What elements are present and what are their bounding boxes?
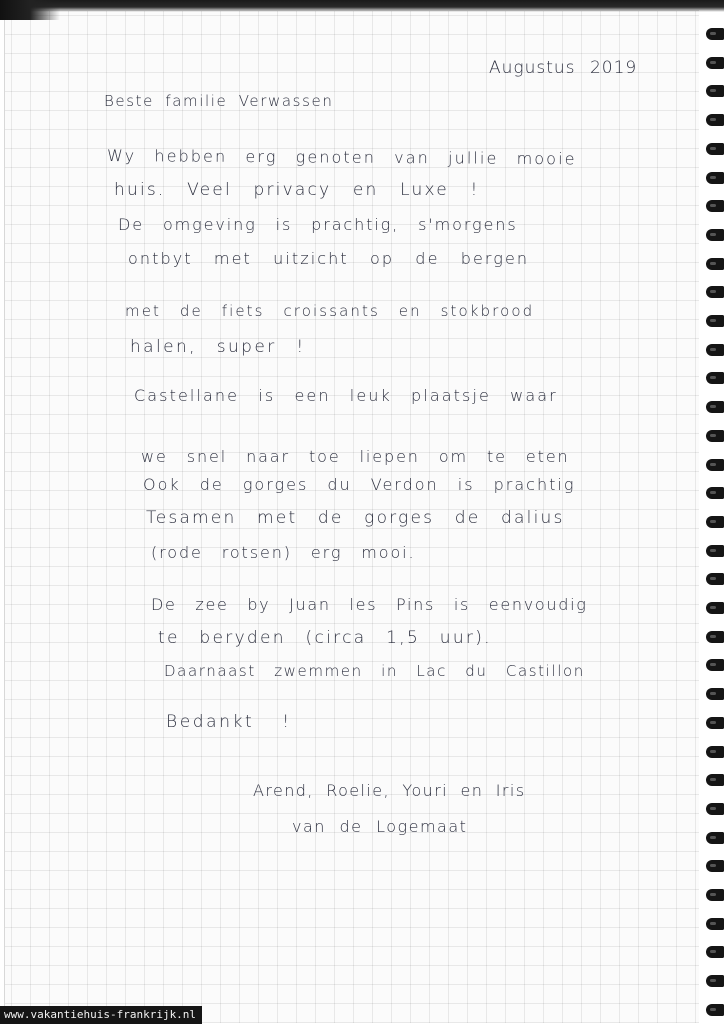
letter-salutation: Beste familie Verwassen: [104, 92, 334, 110]
spiral-coil: [706, 918, 724, 930]
letter-line: huis. Veel privacy en Luxe !: [114, 180, 480, 200]
letter-line: De omgeving is prachtig, s'morgens: [118, 215, 518, 234]
spiral-coil: [706, 659, 724, 671]
spiral-coil: [706, 315, 724, 327]
letter-line: Daarnaast zwemmen in Lac du Castillon: [164, 662, 585, 680]
scan-corner-shadow: [0, 0, 60, 20]
letter-signature-family: van de Logemaat: [292, 817, 468, 836]
spiral-coil: [706, 946, 724, 958]
letter-line: te beryden (circa 1,5 uur).: [158, 628, 492, 648]
letter-line: De zee by Juan les Pins is eenvoudig: [151, 595, 588, 614]
spiral-coil: [706, 85, 724, 97]
spiral-coil: [706, 774, 724, 786]
spiral-coil: [706, 286, 724, 298]
letter-line: Wy hebben erg genoten van jullie mooie: [106, 146, 577, 169]
spiral-coil: [706, 832, 724, 844]
spiral-coil: [706, 975, 724, 987]
spiral-coil: [706, 258, 724, 270]
spiral-binding: [702, 22, 724, 1022]
spiral-coil: [706, 57, 724, 69]
spiral-coil: [706, 28, 724, 40]
letter-line: Ook de gorges du Verdon is prachtig: [143, 475, 576, 494]
spiral-coil: [706, 803, 724, 815]
spiral-coil: [706, 487, 724, 499]
spiral-coil: [706, 459, 724, 471]
spiral-coil: [706, 688, 724, 700]
spiral-coil: [706, 200, 724, 212]
letter-line: met de fiets croissants en stokbrood: [125, 302, 535, 320]
spiral-coil: [706, 602, 724, 614]
spiral-coil: [706, 545, 724, 557]
letter-line: ontbyt met uitzicht op de bergen: [128, 249, 530, 268]
website-watermark: www.vakantiehuis-frankrijk.nl: [0, 1006, 202, 1024]
spiral-coil: [706, 143, 724, 155]
letter-line: Tesamen met de gorges de dalius: [146, 508, 565, 528]
spiral-coil: [706, 229, 724, 241]
letter-signature-names: Arend, Roelie, Youri en Iris: [253, 781, 526, 800]
spiral-coil: [706, 573, 724, 585]
spiral-coil: [706, 344, 724, 356]
letter-line: we snel naar toe liepen om te eten: [141, 447, 570, 466]
spiral-coil: [706, 889, 724, 901]
spiral-coil: [706, 860, 724, 872]
spiral-coil: [706, 430, 724, 442]
spiral-coil: [706, 401, 724, 413]
spiral-coil: [706, 746, 724, 758]
spiral-coil: [706, 717, 724, 729]
spiral-coil: [706, 631, 724, 643]
spiral-coil: [706, 114, 724, 126]
spiral-coil: [706, 172, 724, 184]
spiral-coil: [706, 516, 724, 528]
letter-line: (rode rotsen) erg mooi.: [151, 543, 416, 562]
letter-date: Augustus 2019: [489, 58, 638, 78]
spiral-coil: [706, 372, 724, 384]
letter-line: Castellane is een leuk plaatsje waar: [134, 386, 558, 405]
scan-top-shadow: [0, 0, 724, 12]
spiral-coil: [706, 1004, 724, 1016]
letter-closing: Bedankt !: [166, 712, 292, 732]
letter-line: halen, super !: [130, 337, 306, 357]
